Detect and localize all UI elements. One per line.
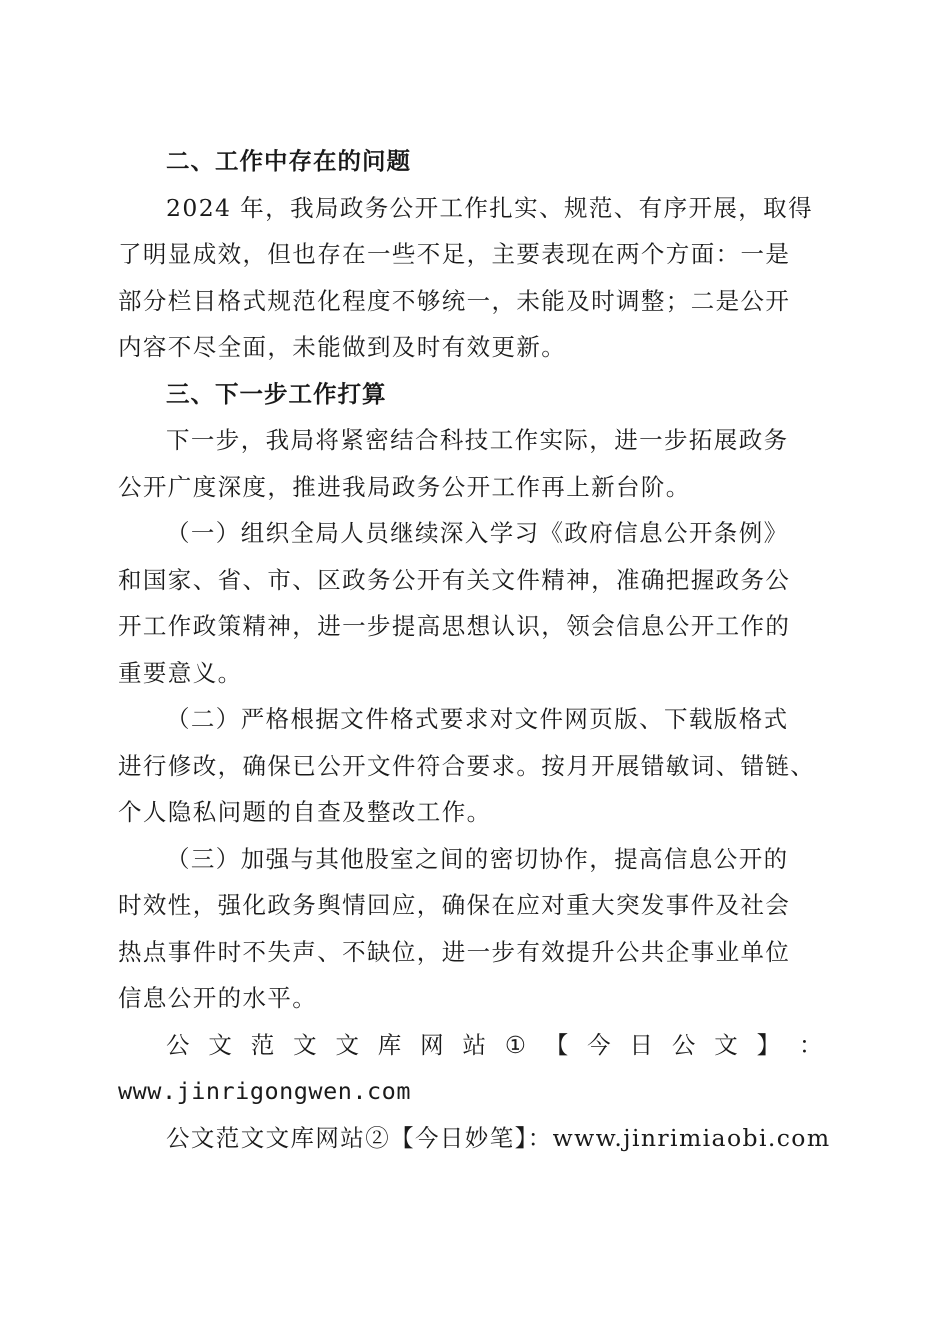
item2-line-3: 个人隐私问题的自查及整改工作。 [118,798,492,826]
item2-line-1: （二）严格根据文件格式要求对文件网页版、下载版格式 [166,705,789,733]
item1-line-1: （一）组织全局人员继续深入学习《政府信息公开条例》 [166,519,789,547]
footer-site1-label: 公 文 范 文 文 库 网 站 ① 【 今 日 公 文 】 ： [166,1030,824,1059]
section2-line-3: 部分栏目格式规范化程度不够统一，未能及时调整；二是公开 [118,286,791,315]
footer-site1-url: www.jinrigongwen.com [118,1077,411,1105]
item2-line-2: 进行修改，确保已公开文件符合要求。按月开展错敏词、错链、 [118,751,816,780]
section2-line-1: 2024 年，我局政务公开工作扎实、规范、有序开展，取得 [166,193,813,222]
item1-line-2: 和国家、省、市、区政务公开有关文件精神，准确把握政务公 [118,565,791,594]
section2-heading: 二、工作中存在的问题 [166,147,411,175]
section2-line-2: 了明显成效，但也存在一些不足，主要表现在两个方面：一是 [118,240,791,268]
item3-line-2: 时效性，强化政务舆情回应，确保在应对重大突发事件及社会 [118,891,791,919]
document-page [118,138,830,1161]
section3-intro-line-2: 公开广度深度，推进我局政务公开工作再上新台阶。 [118,472,691,501]
footer-site2: 公文范文文库网站②【今日妙笔】：www.jinrimiaobi.com [166,1123,831,1152]
item3-line-1: （三）加强与其他股室之间的密切协作，提高信息公开的 [166,844,789,873]
item1-line-4: 重要意义。 [118,658,243,687]
section3-heading: 三、下一步工作打算 [166,379,387,408]
item3-line-4: 信息公开的水平。 [118,984,318,1012]
item1-line-3: 开工作政策精神，进一步提高思想认识，领会信息公开工作的 [118,612,791,640]
section2-line-4: 内容不尽全面，未能做到及时有效更新。 [118,333,567,361]
section3-intro-line-1: 下一步，我局将紧密结合科技工作实际，进一步拓展政务 [166,426,789,454]
item3-line-3: 热点事件时不失声、不缺位，进一步有效提升公共企事业单位 [118,937,791,966]
